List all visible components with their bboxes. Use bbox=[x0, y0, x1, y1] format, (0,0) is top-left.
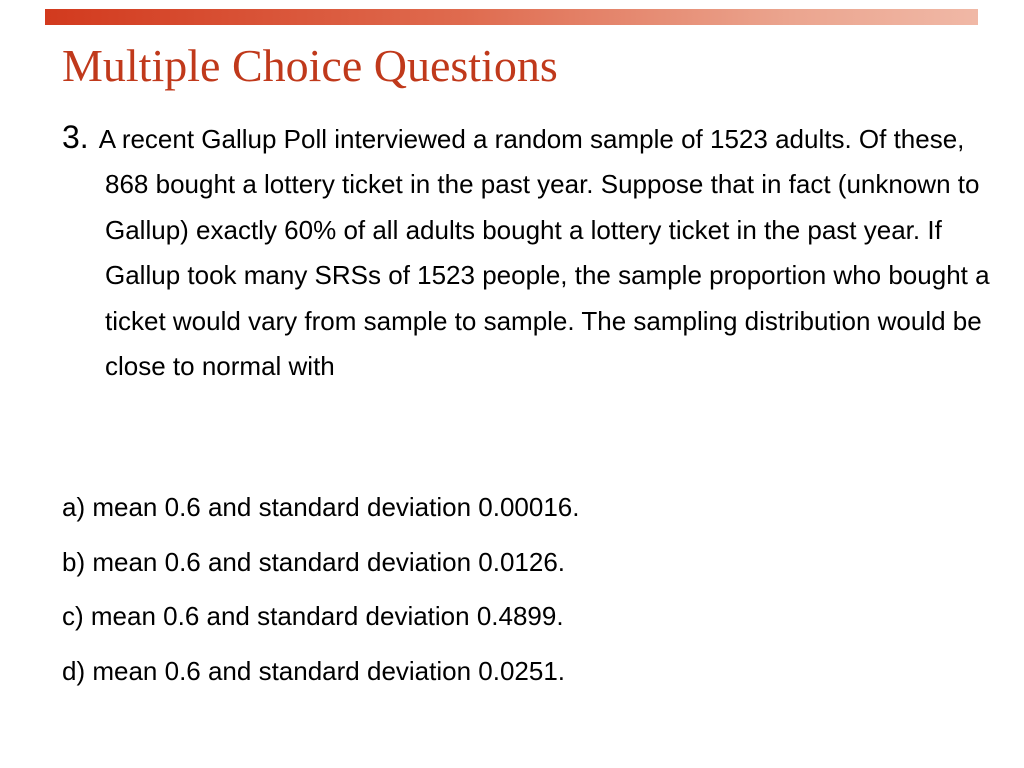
option-b: b) mean 0.6 and standard deviation 0.0126. bbox=[62, 546, 566, 577]
question-body: A recent Gallup Poll interviewed a random sample of 1523 adults. Of these, 868 bought a lottery ticket in the past year. Suppose that in fact (unknown to Gallup) exactly 60% of all adults bought a lottery ticket in the past year. If Gallup took many SRSs of 1523 people, the sample proportion who bought a ticket would vary from sample to sample. The sampling distribution would be close to normal with bbox=[98, 124, 990, 382]
option-d: d) mean 0.6 and standard deviation 0.0251. bbox=[62, 655, 566, 686]
question-number: 3. bbox=[62, 119, 89, 155]
option-c: c) mean 0.6 and standard deviation 0.4899. bbox=[62, 601, 564, 631]
option-a: a) mean 0.6 and standard deviation 0.00016. bbox=[62, 492, 580, 522]
slide-title: Multiple Choice Questions bbox=[62, 40, 558, 91]
title-accent-bar bbox=[45, 9, 978, 25]
question-text-block bbox=[62, 115, 1005, 389]
answer-options bbox=[62, 484, 580, 702]
